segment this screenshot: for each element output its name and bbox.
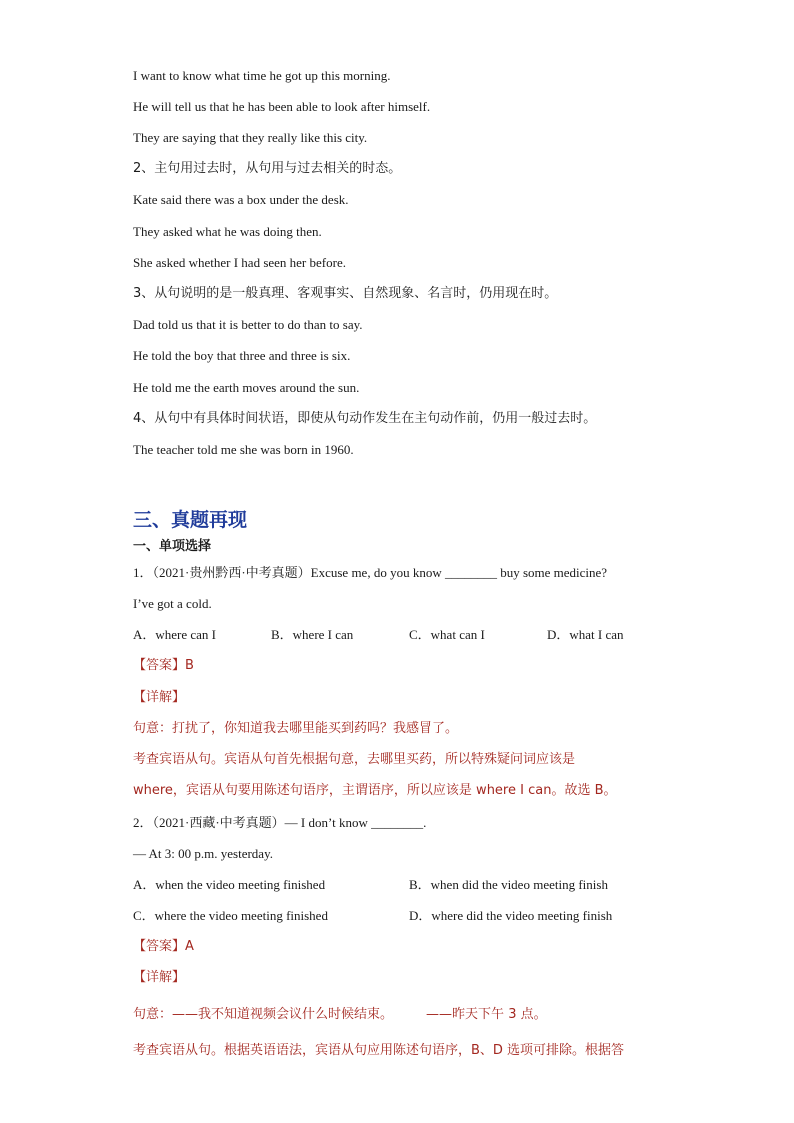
answer-line — [133, 938, 194, 956]
answer-value: A — [185, 939, 194, 954]
option-c: C．where the video meeting finished — [133, 908, 328, 923]
question-stem: 1．（2021·贵州黔西·中考真题）Excuse me, do you know ________ buy some medicine? — [133, 565, 608, 580]
question-stem: 2．（2021·西藏·中考真题）— I don’t know ________. — [133, 815, 427, 830]
question-stem-continued: — At 3: 00 p.m. yesterday. — [133, 846, 273, 861]
explanation-meaning: 句意：——我不知道视频会议什么时候结束。 ——昨天下午 3 点。 — [133, 1007, 547, 1022]
example-sentence: He will tell us that he has been able to look after himself. — [133, 99, 431, 114]
answer-line — [133, 657, 194, 675]
explanation-text: 考查宾语从句。宾语从句首先根据句意，去哪里买药，所以特殊疑问词应该是 — [133, 752, 576, 767]
example-sentence: The teacher told me she was born in 1960. — [133, 442, 354, 457]
option-a: A．when the video meeting finished — [133, 877, 326, 892]
example-sentence: Kate said there was a box under the desk. — [133, 192, 349, 207]
explanation-meaning: 句意：打扰了，你知道我去哪里能买到药吗？我感冒了。 — [133, 721, 459, 736]
explanation-label: 【详解】 — [133, 690, 186, 705]
example-sentence: Dad told us that it is better to do than to say. — [133, 317, 363, 332]
grammar-rule: 2、主句用过去时，从句用与过去相关的时态。 — [133, 161, 402, 176]
option-d: D．what I can — [547, 627, 624, 642]
explanation-text: 考查宾语从句。根据英语语法，宾语从句应用陈述句语序，B、D 选项可排除。根据答 — [133, 1043, 625, 1058]
example-sentence: I want to know what time he got up this morning. — [133, 68, 391, 83]
answer-value: B — [185, 658, 194, 673]
example-sentence: They are saying that they really like this city. — [133, 130, 368, 145]
section-subtitle: 一、单项选择 — [133, 539, 212, 554]
option-b: B．when did the video meeting finish — [409, 877, 608, 892]
option-c: C．what can I — [409, 627, 485, 642]
option-d: D．where did the video meeting finish — [409, 908, 613, 923]
example-sentence: They asked what he was doing then. — [133, 224, 322, 239]
option-b: B．where I can — [271, 627, 354, 642]
example-sentence: He told the boy that three and three is six. — [133, 348, 351, 363]
explanation-text: where，宾语从句要用陈述句语序，主谓语序，所以应该是 where I can。故选 B。 — [133, 783, 617, 798]
section-title: 三、真题再现 — [133, 509, 248, 531]
option-a: A．where can I — [133, 627, 217, 642]
explanation-label: 【详解】 — [133, 970, 186, 985]
answer-label: 【答案】 — [133, 939, 186, 954]
answer-label: 【答案】 — [133, 658, 186, 673]
question-stem-continued: I’ve got a cold. — [133, 596, 212, 611]
example-sentence: She asked whether I had seen her before. — [133, 255, 346, 270]
grammar-rule: 3、从句说明的是一般真理、客观事实、自然现象、名言时，仍用现在时。 — [133, 286, 558, 301]
grammar-rule: 4、从句中有具体时间状语，即使从句动作发生在主句动作前，仍用一般过去时。 — [133, 411, 597, 426]
example-sentence: He told me the earth moves around the sun. — [133, 380, 360, 395]
